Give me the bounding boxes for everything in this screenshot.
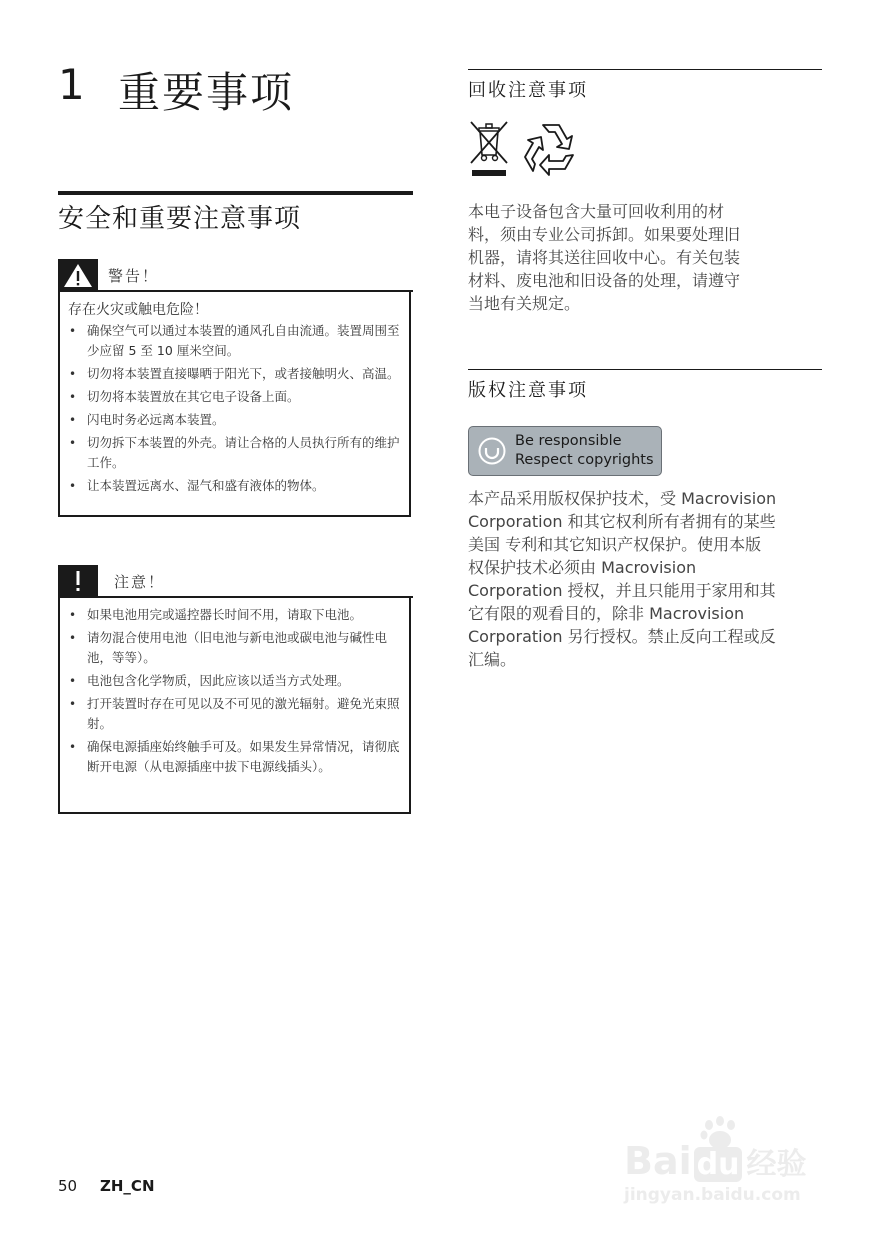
baidu-watermark (620, 1115, 830, 1215)
chapter-number: 1 (58, 60, 85, 109)
list-item: • 切勿将本装置直接曝晒于阳光下，或者接触明火、高温。 (68, 364, 403, 384)
list-item: • 电池包含化学物质，因此应该以适当方式处理。 (68, 671, 403, 691)
warning-intro: 存在火灾或触电危险！ (68, 302, 208, 318)
weee-crossed-bin-icon (468, 119, 510, 181)
recycling-rule (468, 69, 822, 70)
recycling-line: 当地有关规定。 (468, 294, 581, 313)
copyright-line: 它有限的观看目的，除非 Macrovision (468, 604, 745, 623)
recycling-line: 本电子设备包含大量可回收利用的材 (468, 202, 725, 221)
warning-triangle-icon (58, 259, 98, 291)
watermark-bai: Bai (624, 1139, 692, 1183)
watermark-url: jingyan.baidu.com (624, 1185, 801, 1205)
recycling-line: 料，须由专业公司拆卸。如果要处理旧 (468, 225, 741, 244)
warning-title: 警告！ (108, 267, 160, 285)
caution-box (58, 597, 411, 814)
badge-line-2: Respect copyrights (515, 452, 654, 468)
watermark-jingyan: 经验 (746, 1147, 807, 1182)
copyright-line: 汇编。 (468, 650, 517, 669)
list-item: • 打开装置时存在可见以及不可见的激光辐射。避免光束照射。 (68, 694, 403, 734)
caution-title: 注意！ (114, 573, 166, 591)
language-code: ZH_CN (100, 1177, 155, 1195)
list-item: • 确保电源插座始终触手可及。如果发生异常情况，请彻底断开电源（从电源插座中拔下电源线插头）。 (68, 737, 403, 777)
copyright-line: Corporation 授权，并且只能用于家用和其 (468, 581, 776, 600)
caution-list (68, 605, 403, 780)
recycling-line: 机器，请将其送往回收中心。有关包装 (468, 248, 741, 267)
list-item: • 闪电时务必远离本装置。 (68, 410, 403, 430)
copyright-rule (468, 369, 822, 370)
warning-box (58, 291, 411, 517)
list-item: • 切勿将本装置放在其它电子设备上面。 (68, 387, 403, 407)
watermark-brand (624, 1139, 806, 1183)
recycling-heading: 回收注意事项 (468, 80, 588, 101)
list-item: • 如果电池用完或遥控器长时间不用，请取下电池。 (68, 605, 403, 625)
respect-icon (477, 436, 507, 466)
list-item: • 切勿拆下本装置的外壳。请让合格的人员执行所有的维护工作。 (68, 433, 403, 473)
copyright-line: 本产品采用版权保护技术，受 Macrovision (468, 489, 777, 508)
list-item: • 请勿混合使用电池（旧电池与新电池或碳电池与碱性电池，等等）。 (68, 628, 403, 668)
section-divider (58, 191, 413, 195)
recycling-line: 材料、废电池和旧设备的处理，请遵守 (468, 271, 741, 290)
copyright-line: Corporation 另行授权。禁止反向工程或反 (468, 627, 776, 646)
copyright-heading: 版权注意事项 (468, 380, 588, 401)
list-item: • 确保空气可以通过本装置的通风孔自由流通。装置周围至少应留 5 至 10 厘米空间。 (68, 321, 403, 361)
recycle-icon (519, 119, 583, 181)
warning-badge (58, 259, 98, 291)
caution-badge (58, 565, 98, 597)
be-responsible-badge (468, 426, 662, 476)
list-item: • 让本装置远离水、湿气和盛有液体的物体。 (68, 476, 403, 496)
exclamation-icon (58, 565, 98, 597)
copyright-line: 权保护技术必须由 Macrovision (468, 558, 697, 577)
warning-list (68, 321, 403, 499)
page-number: 50 (58, 1177, 78, 1195)
section-title: 安全和重要注意事项 (58, 204, 302, 234)
watermark-du: du (694, 1147, 743, 1182)
chapter-title: 重要事项 (118, 68, 295, 117)
copyright-line: Corporation 和其它权利所有者拥有的某些 (468, 512, 776, 531)
copyright-line: 美国 专利和其它知识产权保护。使用本版 (468, 535, 762, 554)
badge-line-1: Be responsible (515, 433, 622, 449)
